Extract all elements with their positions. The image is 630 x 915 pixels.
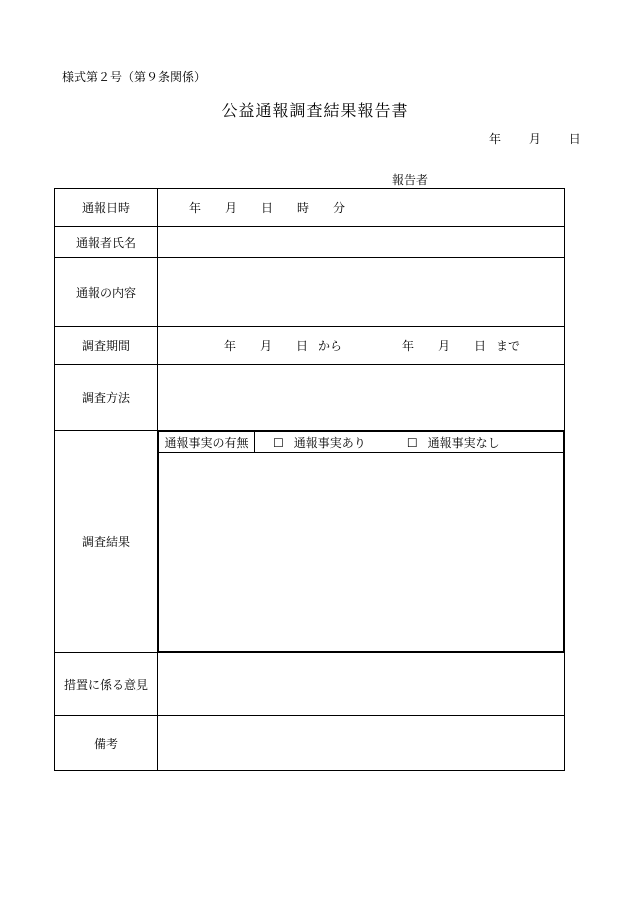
period-start-month: 月 [260, 339, 273, 353]
document-title: 公益通報調査結果報告書 [221, 101, 409, 120]
fact-yes-option[interactable] [273, 434, 403, 451]
result-details-field[interactable] [159, 453, 564, 652]
report-form-table [54, 188, 565, 771]
fact-presence-label: 通報事実の有無 [159, 432, 255, 453]
row-measures-opinion [55, 653, 565, 716]
period-start-year: 年 [224, 339, 237, 353]
period-until: まで [496, 339, 521, 353]
row-remarks [55, 716, 565, 771]
unit-day: 日 [261, 201, 274, 215]
label-investigation-result: 調査結果 [55, 431, 158, 653]
unit-month: 月 [225, 201, 238, 215]
label-reporter-name: 通報者氏名 [55, 227, 158, 258]
fact-yes-checkbox[interactable]: ☐ [273, 435, 284, 450]
period-from: から [318, 339, 343, 353]
label-report-datetime: 通報日時 [55, 189, 158, 227]
form-number: 様式第２号（第９条関係） [62, 70, 207, 84]
fact-no-label: 通報事実なし [427, 435, 500, 450]
label-remarks: 備考 [55, 716, 158, 771]
row-report-datetime [55, 189, 565, 227]
field-reporter-name[interactable] [158, 227, 565, 258]
fact-no-checkbox[interactable]: ☐ [406, 435, 418, 450]
field-report-content[interactable] [158, 258, 565, 327]
field-report-datetime[interactable] [158, 189, 565, 227]
period-end-month: 月 [438, 339, 451, 353]
field-investigation-result [158, 431, 565, 653]
report-date [489, 130, 581, 147]
field-remarks[interactable] [158, 716, 565, 771]
row-investigation-period [55, 327, 565, 365]
row-reporter-name [55, 227, 565, 258]
label-report-content: 通報の内容 [55, 258, 158, 327]
label-investigation-period: 調査期間 [55, 327, 158, 365]
unit-year: 年 [189, 201, 202, 215]
period-end-day: 日 [474, 339, 487, 353]
row-investigation-method [55, 365, 565, 431]
unit-minute: 分 [333, 201, 346, 215]
fact-yes-label: 通報事実あり [293, 435, 366, 450]
fact-no-option[interactable] [407, 436, 500, 450]
unit-hour: 時 [297, 201, 310, 215]
reporter-label: 報告者 [392, 173, 429, 187]
period-start-day: 日 [296, 339, 309, 353]
field-investigation-method[interactable] [158, 365, 565, 431]
label-measures-opinion: 措置に係る意見 [55, 653, 158, 716]
field-investigation-period[interactable] [158, 327, 565, 365]
period-end-year: 年 [402, 339, 415, 353]
result-subtable [158, 431, 564, 652]
row-investigation-result [55, 431, 565, 653]
field-measures-opinion[interactable] [158, 653, 565, 716]
row-report-content [55, 258, 565, 327]
label-investigation-method: 調査方法 [55, 365, 158, 431]
date-year-label: 年 [489, 132, 502, 146]
fact-presence-options [255, 432, 564, 453]
date-day-label: 日 [568, 132, 581, 146]
date-month-label: 月 [528, 132, 541, 146]
